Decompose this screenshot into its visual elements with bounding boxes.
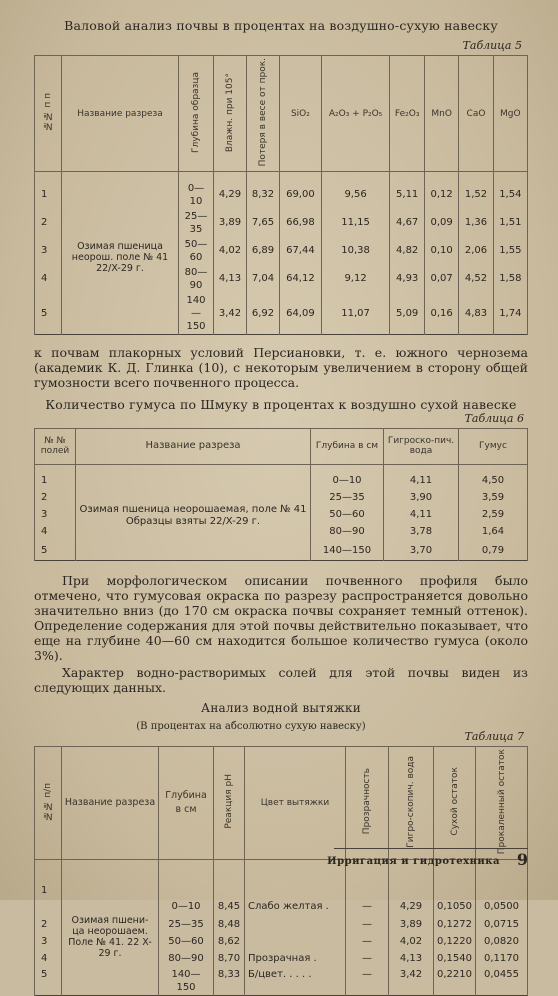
table7-title: Анализ водной вытяжки (201, 700, 361, 715)
table-row: 1 Озимая пшеница неорош. поле № 41 22/X-29 г. 0—10 4,29 8,32 69,00 9,56 5,11 0,12 1,52 1,54 (35, 181, 528, 209)
table7-label: Таблица 7 (464, 729, 524, 743)
table5-section-name: Озимая пшеница неорош. поле № 41 22/X-29 г. (62, 181, 179, 335)
table7-header-dry-residue: Сухой остаток (434, 746, 476, 859)
table5-header-name: Название разреза (62, 56, 179, 172)
table6-header-name: Название разреза (76, 428, 311, 464)
table-row: 1 Озимая пшеница неорошаемая, поле № 41 Образцы взяты 22/X-29 г. 0—10 4,11 4,50 (35, 472, 528, 489)
table5-header-fe2o3: Fe₂O₃ (390, 56, 425, 172)
page-footer (34, 848, 528, 878)
table7-subtitle: (В процентах на абсолютно сухую навеску) (136, 720, 366, 732)
table-row: 2 25—35 3,90 3,59 (35, 489, 528, 506)
footer-rule (334, 848, 528, 849)
table7-header-color: Цвет вытяжки (245, 746, 346, 859)
table-row: 4 80—90 4,13 7,04 64,12 9,12 4,93 0,07 4,52 1,58 (35, 265, 528, 293)
table6 (34, 428, 528, 561)
table-row: 3 50—60 4,02 6,89 67,44 10,38 4,82 0,10 2,06 1,55 (35, 237, 528, 265)
table6-section-name: Озимая пшеница неорошаемая, поле № 41 Образцы взяты 22/X-29 г. (76, 472, 311, 560)
table-row: 0—10 8,45 Слабо желтая . — 4,29 0,1050 0,0500 (35, 898, 528, 916)
table6-header-depth: Глубина в см (311, 428, 384, 464)
paragraph-chernozem: к почвам плакорных условий Персиановки, т. е. южного чернозема (академик К. Д. Глинка (10), с некоторым увеличением в сторону общей гумозности всего почвенного процесса. (34, 344, 528, 390)
table-row: 4 80—90 3,78 1,64 (35, 523, 528, 540)
paragraph-salts: Характер водно-растворимых солей для этой почвы виден из следующих данных. (34, 664, 528, 695)
table7-header-hygro: Гигро-скопич. вода (389, 746, 434, 859)
table-row: 3 50—60 8,62 — 4,02 0,1220 0,0820 (35, 933, 528, 950)
table5-header-depth: Глубина образца (179, 56, 214, 172)
table5-header-moisture: Влажн. при 105° (214, 56, 247, 172)
table7-header-ph: Реакция pH (214, 746, 245, 859)
table5-label: Таблица 5 (462, 39, 522, 52)
table5-header-num: №№ п п (35, 56, 62, 172)
table5-header-cao: CaO (459, 56, 493, 172)
table5-header-sio2: SiO₂ (280, 56, 322, 172)
table5-header-al2o3: A₂O₃ + P₂O₅ (321, 56, 390, 172)
table-row: 1 Озимая пшени- ца неорошаем. Поле № 41. 22 X- 29 г. (35, 860, 528, 898)
table6-title: Количество гумуса по Шмуку в процентах к воздушно сухой навеске (45, 396, 517, 412)
page-number: 9 (516, 850, 528, 869)
table7-section-name: Озимая пшени- ца неорошаем. Поле № 41. 22 X- 29 г. (62, 860, 159, 996)
table5-header-mgo: MgO (493, 56, 527, 172)
table-row: 5 140—150 3,42 6,92 64,09 11,07 5,09 0,16 4,83 1,74 (35, 293, 528, 335)
table7-header-clarity: Прозрачность (346, 746, 389, 859)
table-row: 2 25—35 8,48 — 3,89 0,1272 0,0715 (35, 916, 528, 933)
table7-header-num: №№ п/п (35, 746, 62, 859)
table-row: 5 140—150 3,70 0,79 (35, 540, 528, 560)
paragraph-morphology: При морфологическом описании почвенного профиля было отмечено, что гумусовая окраска по разрезу распространяется довольно значительно вниз (до 170 см окраска почвы сохраняет темный оттенок). Определение содержания для этой почвы действительно показывает, что еще на глубине 40—60 см находится большое количество гумуса (около 3%). (34, 572, 528, 663)
table5-header-loss: Потеря в весе от прок. (247, 56, 280, 172)
journal-name: Ирригация и гидротехника (327, 856, 500, 867)
table5 (34, 55, 528, 335)
table6-header-humus: Гумус (459, 428, 528, 464)
table-row: 5 140—150 8,33 Б/цвет. . . . . — 3,42 0,2210 0,0455 (35, 967, 528, 996)
table7-header-depth: Глубина в см (159, 746, 214, 859)
table5-title: Валовой анализ почвы в процентах на воздушно-сухую навеску (64, 18, 498, 33)
table6-header-num: № № полей (35, 428, 76, 464)
table7-header-name: Название разреза (62, 746, 159, 859)
table-row: 4 80—90 8,70 Прозрачная . — 4,13 0,1540 0,1170 (35, 950, 528, 967)
table6-label: Таблица 6 (464, 411, 524, 425)
table-row: 3 50—60 4,11 2,59 (35, 506, 528, 523)
table6-header-hygro: Гигроско-пич. вода (384, 428, 459, 464)
table-row: 2 25—35 3,89 7,65 66,98 11,15 4,67 0,09 1,36 1,51 (35, 209, 528, 237)
table5-header-mno: MnO (424, 56, 458, 172)
table7-header-calcined-residue: Прокаленный остаток (476, 746, 528, 859)
